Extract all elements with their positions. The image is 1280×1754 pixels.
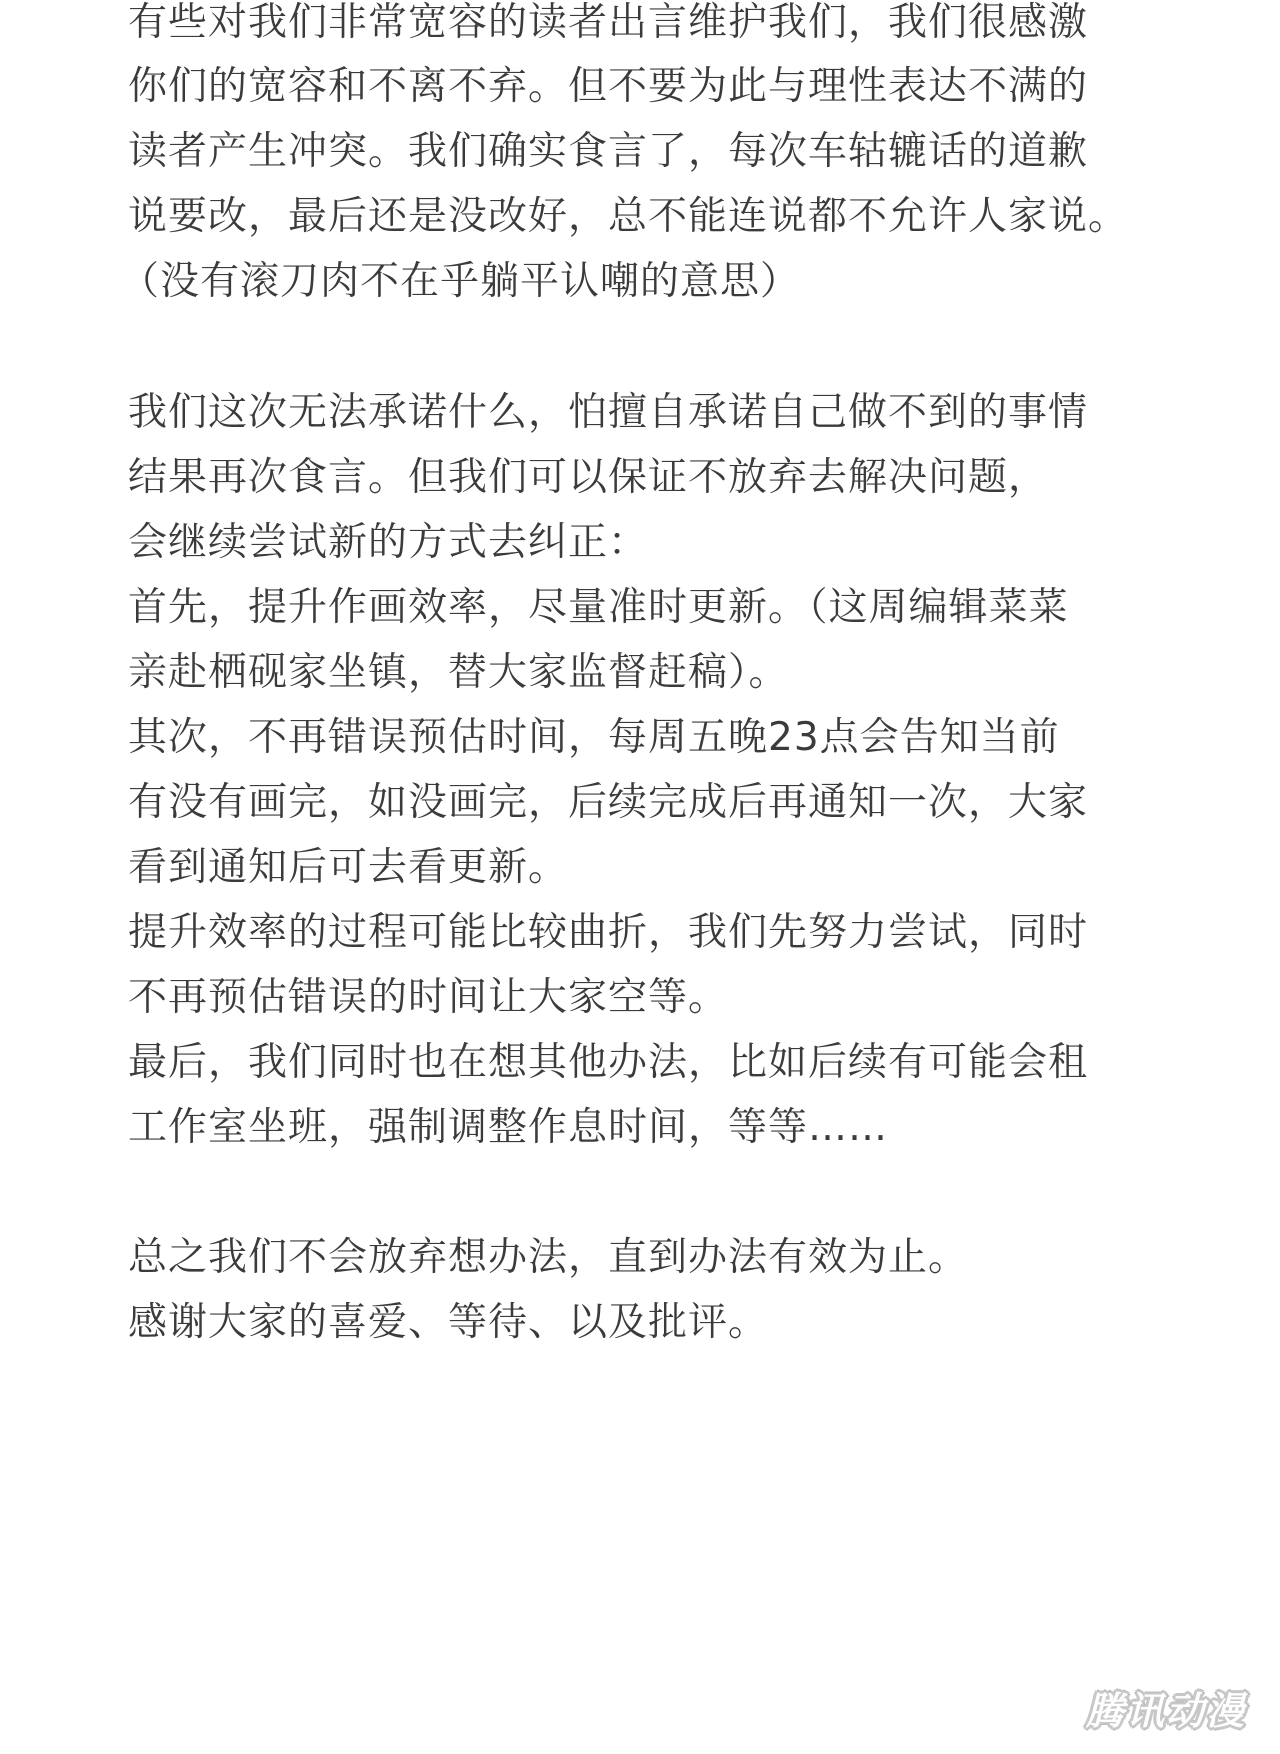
text-line: 说要改，最后还是没改好，总不能连说都不允许人家说。 [128,194,1129,239]
text-line: （没有滚刀肉不在乎躺平认嘲的意思） [120,259,801,304]
watermark-logo [1078,1678,1254,1736]
text-line: 亲赴栖砚家坐镇，替大家监督赶稿）。 [128,650,789,695]
text-line: 感谢大家的喜爱、等待、以及批评。 [128,1300,769,1345]
text-line: 工作室坐班，强制调整作息时间，等等…… [128,1105,889,1150]
text-line: 有没有画完，如没画完，后续完成后再通知一次，大家 [128,780,1089,825]
text-line: 我们这次无法承诺什么，怕擅自承诺自己做不到的事情 [128,390,1089,435]
text-line: 最后，我们同时也在想其他办法，比如后续有可能会租 [128,1040,1089,1085]
text-line: 结果再次食言。但我们可以保证不放弃去解决问题， [128,455,1049,500]
text-line: 首先，提升作画效率，尽量准时更新。（这周编辑菜菜 [128,585,1069,630]
text-line: 其次，不再错误预估时间，每周五晚23点会告知当前 [128,715,1060,760]
text-line: 提升效率的过程可能比较曲折，我们先努力尝试，同时 [128,910,1089,955]
text-line: 会继续尝试新的方式去纠正： [128,520,649,565]
text-line: 有些对我们非常宽容的读者出言维护我们，我们很感激 [128,0,1089,45]
text-line: 不再预估错误的时间让大家空等。 [128,975,729,1020]
text-line: 看到通知后可去看更新。 [128,845,569,890]
text-line: 读者产生冲突。我们确实食言了，每次车轱辘话的道歉 [128,129,1089,174]
text-line: 总之我们不会放弃想办法，直到办法有效为止。 [128,1235,969,1280]
watermark-text: 腾讯动漫 [1085,1688,1246,1733]
text-line: 你们的宽容和不离不弃。但不要为此与理性表达不满的 [128,64,1089,109]
